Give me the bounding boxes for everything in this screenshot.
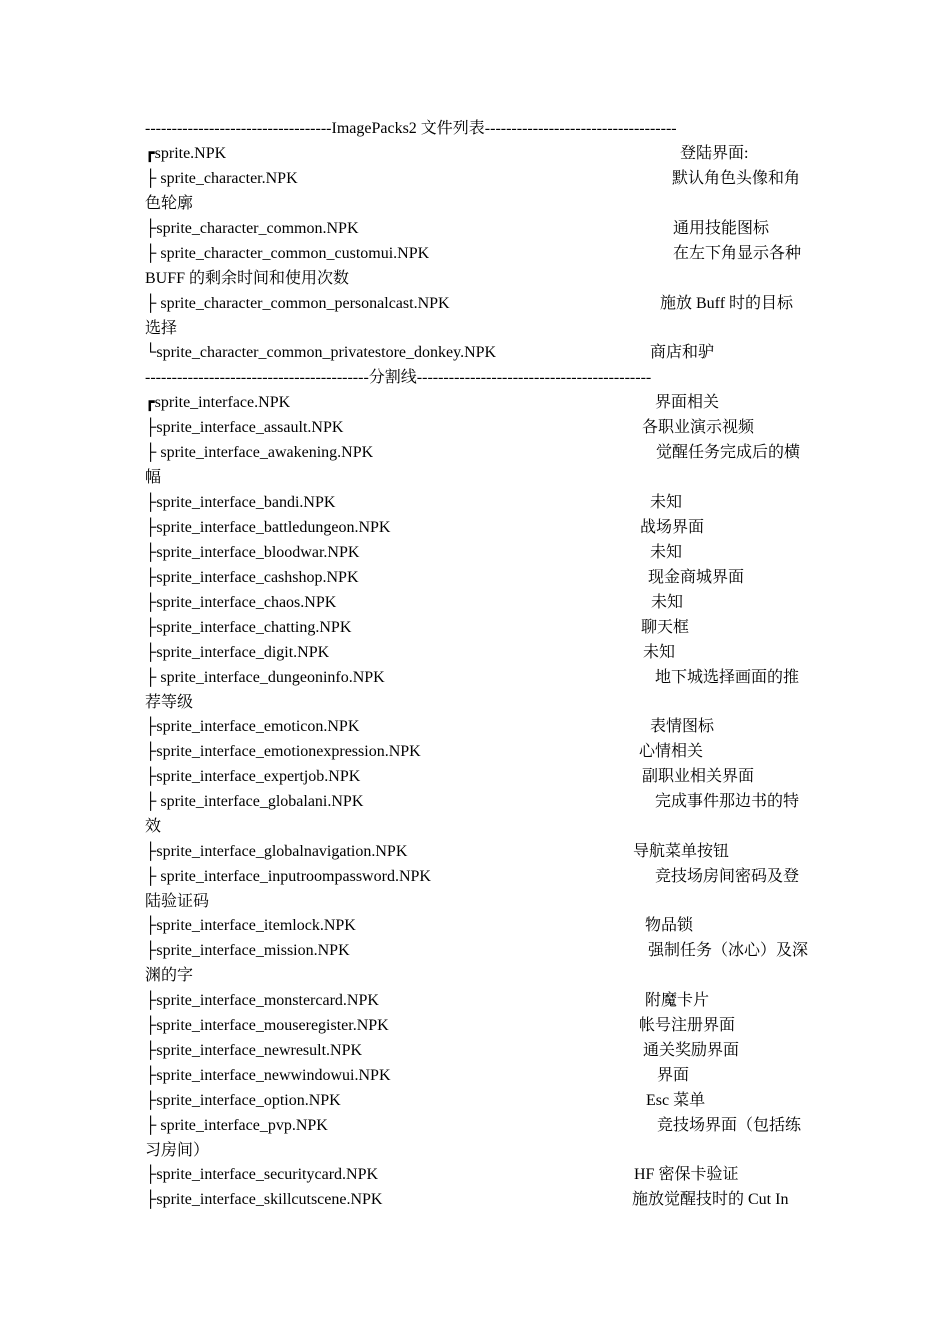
file-description: 附魔卡片 [645,992,710,1009]
file-description: 通关奖励界面 [643,1042,740,1059]
file-name: ├ sprite_interface_dungeoninfo.NPK [145,669,385,686]
file-description: 战场界面 [640,519,705,536]
file-description: 地下城选择画面的推 [655,669,800,686]
file-description: 施放觉醒技时的 Cut In [632,1191,789,1208]
file-entry [145,1063,810,1088]
file-entry [145,1088,810,1113]
file-name: ├sprite_interface_emoticon.NPK [145,718,360,735]
file-description-continued: 效 [145,818,162,835]
file-name: ┏sprite.NPK [145,145,227,162]
file-entry [145,913,810,938]
file-entry [145,1013,810,1038]
file-description: 商店和驴 [650,344,715,361]
file-description: 未知 [651,594,684,611]
header-rule [145,116,810,141]
file-description: 现金商城界面 [648,569,745,586]
file-name: ├ sprite_interface_inputroompassword.NPK [145,868,431,885]
file-entry [145,390,810,415]
file-entry [145,515,810,540]
file-description: 表情图标 [650,718,715,735]
file-name: ├sprite_interface_expertjob.NPK [145,768,361,785]
file-name: ┏sprite_interface.NPK [145,394,291,411]
file-name: ├sprite_interface_newwindowui.NPK [145,1067,391,1084]
file-entry [145,241,810,266]
file-name: ├ sprite_interface_awakening.NPK [145,444,374,461]
file-description: 导航菜单按钮 [633,843,730,860]
file-name: ├ sprite_character_common_personalcast.NPK [145,295,450,312]
file-entry [145,590,810,615]
file-description: 觉醒任务完成后的横 [656,444,801,461]
file-entry [145,739,810,764]
file-name: ├sprite_interface_mission.NPK [145,942,350,959]
file-entry [145,415,810,440]
file-entry [145,864,810,889]
file-entry [145,490,810,515]
file-description-continued: 陆验证码 [145,893,210,910]
file-description: 未知 [650,494,683,511]
file-description-continued: 色轮廓 [145,195,194,212]
file-description: HF 密保卡验证 [634,1166,739,1183]
file-name: ├sprite_character_common.NPK [145,220,359,237]
file-description: 强制任务（冰心）及深 [648,942,809,959]
file-description-continued: 习房间） [145,1142,210,1159]
file-name: ├sprite_interface_securitycard.NPK [145,1166,379,1183]
file-description: 物品锁 [645,917,694,934]
divider-rule [145,365,810,390]
file-entry [145,1038,810,1063]
file-entry [145,1113,810,1138]
file-name: ├sprite_interface_newresult.NPK [145,1042,363,1059]
file-name: ├sprite_interface_option.NPK [145,1092,341,1109]
file-description: 界面 [657,1067,690,1084]
file-entry [145,166,810,191]
file-description: 聊天框 [641,619,690,636]
file-entry [145,216,810,241]
file-name: ├sprite_interface_monstercard.NPK [145,992,379,1009]
file-description: 在左下角显示各种 [673,245,802,262]
file-name: ├ sprite_character_common_customui.NPK [145,245,430,262]
file-description-continued: 幅 [145,469,162,486]
file-name: ├ sprite_interface_globalani.NPK [145,793,364,810]
file-description: 界面相关 [655,394,720,411]
file-description: 各职业演示视频 [642,419,755,436]
file-description-continued: 荐等级 [145,694,194,711]
file-name: ├sprite_interface_globalnavigation.NPK [145,843,408,860]
file-entry [145,1187,810,1212]
file-name: ├ sprite_interface_pvp.NPK [145,1117,328,1134]
file-description-continued: 渊的字 [145,967,194,984]
file-name: ├sprite_interface_itemlock.NPK [145,917,356,934]
file-name: ├sprite_interface_bloodwar.NPK [145,544,360,561]
file-name: └sprite_character_common_privatestore_donkey.NPK [145,344,497,361]
header-text: -----------------------------------ImagePacks2 文件列表------------------------------------ [145,120,677,137]
file-entry [145,340,810,365]
file-name: ├sprite_interface_mouseregister.NPK [145,1017,389,1034]
file-description: 登陆界面: [680,145,749,162]
file-description: Esc 菜单 [646,1092,706,1109]
file-entry [145,540,810,565]
file-name: ├sprite_interface_digit.NPK [145,644,330,661]
file-description-continued: BUFF 的剩余时间和使用次数 [145,270,350,287]
file-entry [145,665,810,690]
file-entry [145,1162,810,1187]
file-name: ├sprite_interface_chatting.NPK [145,619,352,636]
file-name: ├sprite_interface_cashshop.NPK [145,569,359,586]
file-name: ├sprite_interface_chaos.NPK [145,594,337,611]
file-name: ├sprite_interface_bandi.NPK [145,494,336,511]
divider-text: ------------------------------------------分割线-------------------------------------------- [145,369,652,386]
file-entry [145,640,810,665]
file-description: 通用技能图标 [673,220,770,237]
file-name: ├sprite_interface_emotionexpression.NPK [145,743,421,760]
file-description: 默认角色头像和角 [672,170,801,187]
file-entry [145,764,810,789]
file-description: 未知 [650,544,683,561]
file-entry [145,714,810,739]
file-entry [145,141,810,166]
file-entry [145,938,810,963]
file-description: 竞技场房间密码及登 [655,868,800,885]
file-entry [145,988,810,1013]
file-description: 心情相关 [639,743,704,760]
file-description: 未知 [643,644,676,661]
file-entry [145,565,810,590]
file-entry [145,839,810,864]
file-description-continued: 选择 [145,320,178,337]
file-entry [145,440,810,465]
file-description: 完成事件那边书的特 [655,793,800,810]
file-description: 帐号注册界面 [639,1017,736,1034]
file-description: 施放 Buff 时的目标 [660,295,794,312]
file-description: 副职业相关界面 [642,768,755,785]
file-description: 竞技场界面（包括练 [657,1117,802,1134]
file-entry [145,291,810,316]
file-name: ├sprite_interface_battledungeon.NPK [145,519,391,536]
file-name: ├ sprite_character.NPK [145,170,298,187]
file-name: ├sprite_interface_assault.NPK [145,419,344,436]
file-entry [145,615,810,640]
file-name: ├sprite_interface_skillcutscene.NPK [145,1191,383,1208]
file-entry [145,789,810,814]
